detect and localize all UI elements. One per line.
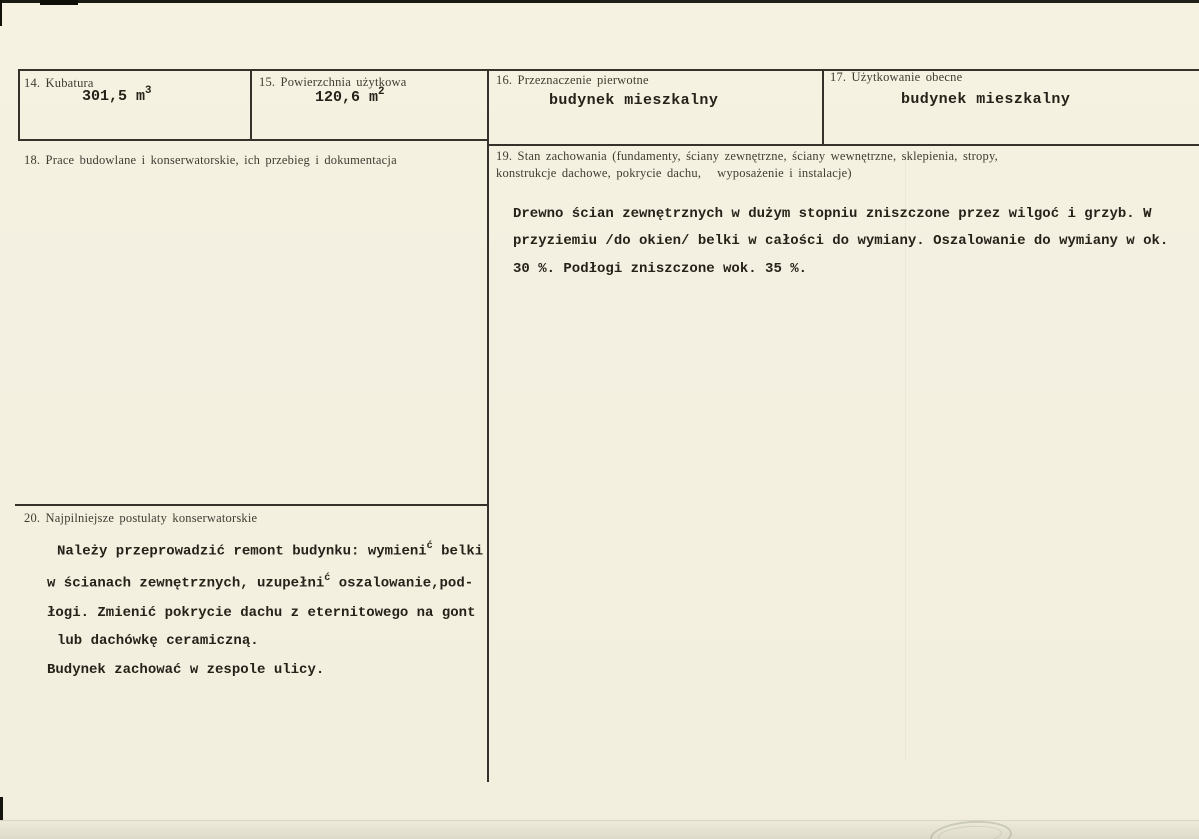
- divider-center-column: [487, 69, 489, 782]
- field-15-value-text: 120,6 m: [315, 89, 379, 106]
- scan-left-edge-top: [0, 0, 2, 26]
- field-20-label: 20. Najpilniejsze postulaty konserwatorskie: [24, 511, 258, 525]
- field-15-value-superscript: 2: [378, 86, 385, 98]
- scan-top-edge-right: [600, 0, 1199, 3]
- scan-bottom-shadow-band: [0, 820, 1199, 839]
- field-15-value: [315, 87, 385, 106]
- rule-top-horizontal: [18, 69, 1199, 71]
- field-17-value: budynek mieszkalny: [901, 91, 1071, 108]
- field-19-label: 19. Stan zachowania (fundamenty, ściany zewnętrzne, ściany wewnętrzne, sklepienia, stropy, konstrukcje dachowe, pokrycie dachu, wyposażenie i instalacje): [496, 149, 998, 180]
- field-15-label: 15. Powierzchnia użytkowa: [259, 75, 407, 89]
- divider-field14-field15: [250, 69, 252, 141]
- field-16-value: budynek mieszkalny: [549, 92, 719, 109]
- divider-left-border-row1: [18, 69, 20, 141]
- divider-field16-field17: [822, 69, 824, 146]
- field-14-value-superscript: 3: [145, 85, 152, 97]
- field-16-label: 16. Przeznaczenie pierwotne: [496, 73, 649, 87]
- field-14-value-text: 301,5 m: [82, 88, 146, 105]
- field-20-text: Należy przeprowadzić remont budynku: wymieni$^ć$ belki w ścianach zewnętrznych, uzupełni$^ć$ oszalowanie,pod- łogi. Zmienić pokrycie dachu z eternitowego na gont lub dachówkę ceramiczną. Budynek zachować w zespole ulicy.: [47, 541, 484, 678]
- field-14-value: [82, 86, 152, 105]
- rule-below-row1-left: [18, 139, 488, 141]
- rule-below-row1-right: [487, 144, 1199, 146]
- scan-top-edge-mark: [40, 0, 78, 5]
- field-17-label: 17. Użytkowanie obecne: [830, 70, 963, 84]
- field-19-text: Drewno ścian zewnętrznych w dużym stopniu zniszczone przez wilgoć i grzyb. W przyziemiu /do okien/ belki w całości do wymiany. Oszalowanie do wymiany w ok. 30 %. Podłogi zniszczone wok. 35 %.: [513, 206, 1169, 277]
- rule-above-field-20: [15, 504, 488, 506]
- field-14-label: 14. Kubatura: [24, 76, 94, 90]
- field-18-label: 18. Prace budowlane i konserwatorskie, ich przebieg i dokumentacja: [24, 153, 397, 167]
